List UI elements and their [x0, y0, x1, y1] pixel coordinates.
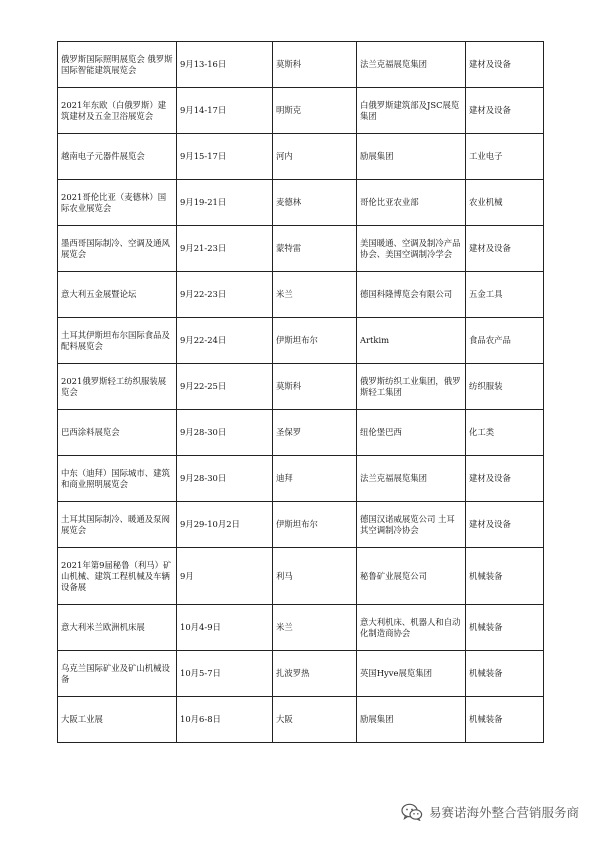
city-cell: 迪拜 [273, 456, 357, 502]
industry-cell: 建材及设备 [466, 42, 544, 88]
table-row [58, 410, 544, 456]
exhibition-name-cell: 2021年东欧（白俄罗斯）建筑建材及五金卫浴展览会 [58, 88, 177, 134]
table-row [58, 134, 544, 180]
table-row [58, 272, 544, 318]
date-cell: 9月14-17日 [177, 88, 273, 134]
date-cell: 9月15-17日 [177, 134, 273, 180]
table-row [58, 651, 544, 697]
organizer-cell: 美国暖通、空调及制冷产品协会、美国空调制冷学会 [357, 226, 466, 272]
city-cell: 大阪 [273, 697, 357, 743]
table-row [58, 88, 544, 134]
organizer-cell: 哥伦比亚农业部 [357, 180, 466, 226]
exhibition-name-cell: 土耳其伊斯坦布尔国际食品及配料展览会 [58, 318, 177, 364]
industry-cell: 机械装备 [466, 697, 544, 743]
exhibition-name-cell: 2021年第9届秘鲁（利马）矿山机械、建筑工程机械及车辆设备展 [58, 548, 177, 605]
city-cell: 莫斯科 [273, 364, 357, 410]
organizer-cell: 意大利机床、机器人和自动化制造商协会 [357, 605, 466, 651]
table-row [58, 180, 544, 226]
city-cell: 利马 [273, 548, 357, 605]
organizer-cell: 法兰克福展览集团 [357, 456, 466, 502]
date-cell: 9月28-30日 [177, 410, 273, 456]
date-cell: 10月6-8日 [177, 697, 273, 743]
organizer-cell: 白俄罗斯建筑部及JSC展览集团 [357, 88, 466, 134]
organizer-cell: 德国科隆博览会有限公司 [357, 272, 466, 318]
exhibition-name-cell: 2021哥伦比亚（麦德林）国际农业展览会 [58, 180, 177, 226]
industry-cell: 建材及设备 [466, 88, 544, 134]
date-cell: 9月19-21日 [177, 180, 273, 226]
table-row [58, 318, 544, 364]
organizer-cell: 励展集团 [357, 697, 466, 743]
exhibition-name-cell: 俄罗斯国际照明展览会 俄罗斯国际智能建筑展览会 [58, 42, 177, 88]
date-cell: 9月22-23日 [177, 272, 273, 318]
industry-cell: 食品农产品 [466, 318, 544, 364]
industry-cell: 纺织服装 [466, 364, 544, 410]
exhibition-schedule-sheet [57, 41, 543, 743]
organizer-cell: Artkim [357, 318, 466, 364]
date-cell: 9月29-10月2日 [177, 502, 273, 548]
table-row [58, 548, 544, 605]
exhibition-name-cell: 2021俄罗斯轻工纺织服装展览会 [58, 364, 177, 410]
date-cell: 10月4-9日 [177, 605, 273, 651]
exhibition-name-cell: 墨西哥国际制冷、空调及通风展览会 [58, 226, 177, 272]
table-row [58, 697, 544, 743]
wechat-icon [401, 803, 423, 821]
city-cell: 蒙特雷 [273, 226, 357, 272]
organizer-cell: 俄罗斯纺织工业集团，俄罗斯轻工集团 [357, 364, 466, 410]
exhibition-table-body [58, 42, 544, 743]
table-row [58, 364, 544, 410]
city-cell: 圣保罗 [273, 410, 357, 456]
exhibition-table [57, 41, 544, 743]
organizer-cell: 纽伦堡巴西 [357, 410, 466, 456]
industry-cell: 机械装备 [466, 651, 544, 697]
table-row [58, 456, 544, 502]
watermark [401, 801, 579, 823]
city-cell: 米兰 [273, 605, 357, 651]
industry-cell: 建材及设备 [466, 502, 544, 548]
industry-cell: 建材及设备 [466, 226, 544, 272]
industry-cell: 工业电子 [466, 134, 544, 180]
date-cell: 9月22-24日 [177, 318, 273, 364]
city-cell: 麦德林 [273, 180, 357, 226]
date-cell: 9月22-25日 [177, 364, 273, 410]
organizer-cell: 德国汉诺威展览公司 土耳其空调制冷协会 [357, 502, 466, 548]
table-row [58, 502, 544, 548]
industry-cell: 机械装备 [466, 605, 544, 651]
date-cell: 9月21-23日 [177, 226, 273, 272]
exhibition-name-cell: 意大利米兰欧洲机床展 [58, 605, 177, 651]
exhibition-name-cell: 巴西涂料展览会 [58, 410, 177, 456]
exhibition-name-cell: 乌克兰国际矿业及矿山机械设备 [58, 651, 177, 697]
table-row [58, 605, 544, 651]
city-cell: 河内 [273, 134, 357, 180]
organizer-cell: 励展集团 [357, 134, 466, 180]
industry-cell: 建材及设备 [466, 456, 544, 502]
industry-cell: 机械装备 [466, 548, 544, 605]
date-cell: 9月28-30日 [177, 456, 273, 502]
organizer-cell: 秘鲁矿业展览公司 [357, 548, 466, 605]
exhibition-name-cell: 土耳其国际制冷、暖通及泵阀展览会 [58, 502, 177, 548]
city-cell: 米兰 [273, 272, 357, 318]
exhibition-name-cell: 大阪工业展 [58, 697, 177, 743]
organizer-cell: 英国Hyve展览集团 [357, 651, 466, 697]
city-cell: 伊斯坦布尔 [273, 318, 357, 364]
exhibition-name-cell: 越南电子元器件展览会 [58, 134, 177, 180]
exhibition-name-cell: 中东（迪拜）国际城市、建筑和商业照明展览会 [58, 456, 177, 502]
city-cell: 扎波罗热 [273, 651, 357, 697]
industry-cell: 农业机械 [466, 180, 544, 226]
organizer-cell: 法兰克福展览集团 [357, 42, 466, 88]
watermark-text: 易赛诺海外整合营销服务商 [428, 805, 579, 820]
date-cell: 9月13-16日 [177, 42, 273, 88]
exhibition-name-cell: 意大利五金展暨论坛 [58, 272, 177, 318]
city-cell: 伊斯坦布尔 [273, 502, 357, 548]
table-row [58, 226, 544, 272]
city-cell: 明斯克 [273, 88, 357, 134]
table-row [58, 42, 544, 88]
date-cell: 10月5-7日 [177, 651, 273, 697]
industry-cell: 五金工具 [466, 272, 544, 318]
city-cell: 莫斯科 [273, 42, 357, 88]
industry-cell: 化工类 [466, 410, 544, 456]
date-cell: 9月 [177, 548, 273, 605]
